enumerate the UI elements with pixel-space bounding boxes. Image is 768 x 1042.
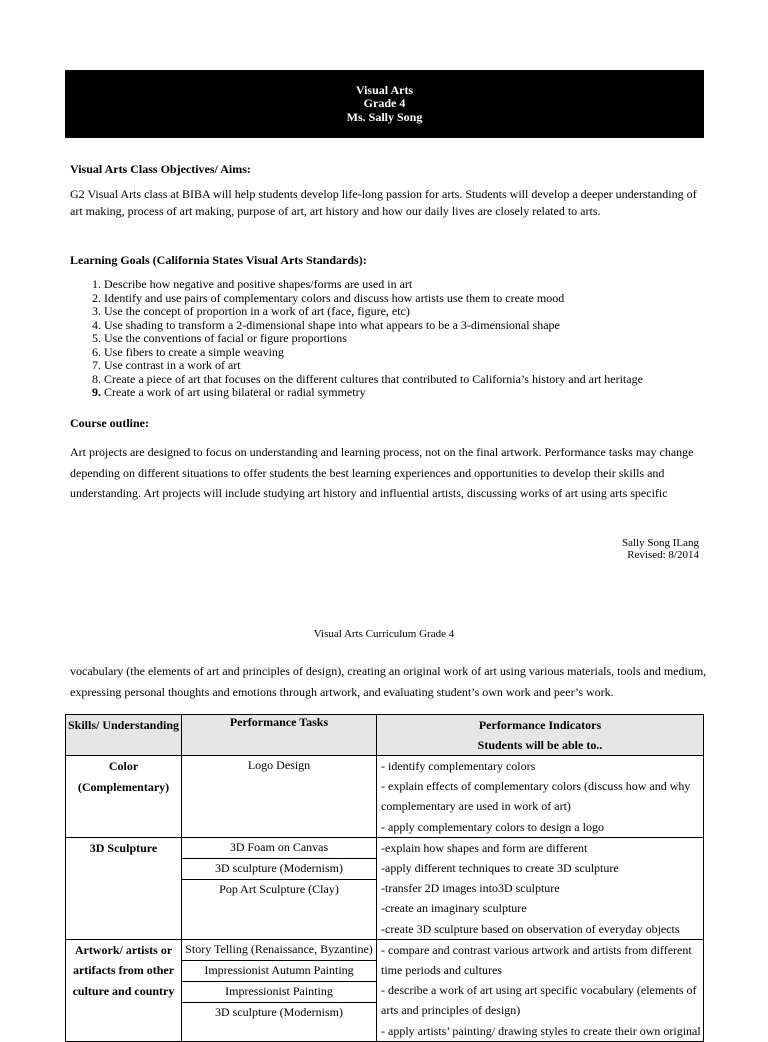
table-row: [66, 756, 704, 838]
indicator-item: - apply artists’ painting/ drawing styles to create their own original: [381, 1023, 701, 1038]
indicator-item: - identify complementary colors: [381, 759, 536, 773]
banner-grade: Grade 4: [363, 96, 406, 111]
header-indicators-title: Performance Indicators: [478, 718, 602, 732]
goal-item: 1. Describe how negative and positive shapes/forms are used in art: [104, 278, 744, 292]
goal-item: 6. Use fibers to create a simple weaving: [104, 346, 744, 360]
signature-revised: Revised: 8/2014: [627, 549, 699, 561]
table-row: [66, 939, 704, 1041]
task-item: Impressionist Autumn Painting: [182, 961, 376, 982]
outline-heading: Course outline:: [70, 416, 149, 430]
skill-cell: Color (Complementary): [66, 756, 182, 838]
header-indicators: [377, 715, 704, 756]
task-item: 3D sculpture (Modernism): [215, 1004, 343, 1019]
goal-item: 3. Use the concept of proportion in a work of art (face, figure, etc): [104, 305, 744, 319]
task-item: Impressionist Painting: [182, 982, 376, 1003]
table-row: [66, 837, 704, 939]
tasks-cell: [182, 837, 377, 939]
tasks-cell: [182, 756, 377, 838]
title-banner: [65, 70, 704, 138]
goal-item: 2. Identify and use pairs of complementary colors and discuss how artists use them to create mood: [104, 292, 744, 306]
banner-subject: Visual Arts: [355, 82, 414, 97]
outline-text: Art projects are designed to focus on understanding and learning process, not on the final artwork. Performance tasks may change depending on different situations to offer students the best learning experiences and opportunities to develop their skills and understanding. Art projects will include studying art history and influential artists, discussing works of art using arts specific: [70, 445, 694, 500]
banner-teacher: Ms. Sally Song: [346, 109, 423, 124]
task-item: Story Telling (Renaissance, Byzantine): [182, 940, 376, 961]
header-skills: Skills/ Understanding: [66, 715, 182, 756]
goal-item: 5. Use the conventions of facial or figure proportions: [104, 332, 744, 346]
goals-list: [70, 278, 744, 400]
goals-heading: Learning Goals (California States Visual Arts Standards):: [70, 253, 367, 267]
header-tasks: Performance Tasks: [182, 715, 377, 756]
indicator-item: - apply complementary colors to design a logo: [381, 819, 604, 834]
indicator-item: - explain effects of complementary colors (discuss how and why complementary are used in work of art): [381, 779, 691, 814]
task-item: 3D Foam on Canvas: [182, 838, 376, 859]
goal-item: 4. Use shading to transform a 2-dimensional shape into what appears to be a 3-dimensional shape: [104, 319, 744, 333]
indicators-cell: [377, 756, 704, 838]
curriculum-title: Visual Arts Curriculum Grade 4: [313, 628, 455, 640]
indicator-item: -apply different techniques to create 3D sculpture: [381, 861, 619, 876]
task-item: Pop Art Sculpture (Clay): [219, 881, 339, 896]
indicator-item: -create 3D sculpture based on observation of everyday objects: [381, 921, 680, 936]
objectives-heading: Visual Arts Class Objectives/ Aims:: [70, 162, 251, 176]
objectives-text: G2 Visual Arts class at BIBA will help students develop life-long passion for arts. Students will develop a deeper understanding of art making, process of art making, purpose of art, art history and how our daily lives are closely related to arts.: [70, 187, 697, 218]
skill-cell: Artwork/ artists or artifacts from other culture and country: [66, 939, 182, 1041]
indicators-cell: [377, 939, 704, 1041]
goal-item: 8. Create a piece of art that focuses on the different cultures that contributed to California’s history and art heritage: [104, 373, 744, 387]
goal-item: 9. Create a work of art using bilateral or radial symmetry: [104, 386, 744, 400]
skill-cell: 3D Sculpture: [66, 837, 182, 939]
indicator-item: -transfer 2D images into3D sculpture: [381, 881, 560, 896]
indicator-item: - describe a work of art using art specific vocabulary (elements of arts and principles of design): [381, 983, 697, 1018]
indicator-item: -explain how shapes and form are different: [381, 840, 588, 855]
curriculum-table: [65, 714, 704, 1042]
signature-name: Sally Song ILang: [622, 537, 699, 549]
task-item: Logo Design: [247, 758, 311, 772]
indicators-cell: [377, 837, 704, 939]
goal-item: 7. Use contrast in a work of art: [104, 359, 744, 373]
indicator-item: -create an imaginary sculpture: [381, 901, 527, 916]
tasks-cell: [182, 939, 377, 1041]
header-indicators-sub: Students will be able to..: [477, 738, 603, 752]
signature-block: [622, 537, 699, 561]
indicator-item: - compare and contrast various artwork and artists from different time periods and cultures: [381, 942, 692, 978]
table-header-row: [66, 715, 704, 756]
task-item: 3D sculpture (Modernism): [182, 859, 376, 880]
continuation-text: vocabulary (the elements of art and principles of design), creating an original work of art using various materials, tools and medium, expressing personal thoughts and emotions through artwork, and evaluating student’s own work and peer’s work.: [70, 664, 707, 699]
